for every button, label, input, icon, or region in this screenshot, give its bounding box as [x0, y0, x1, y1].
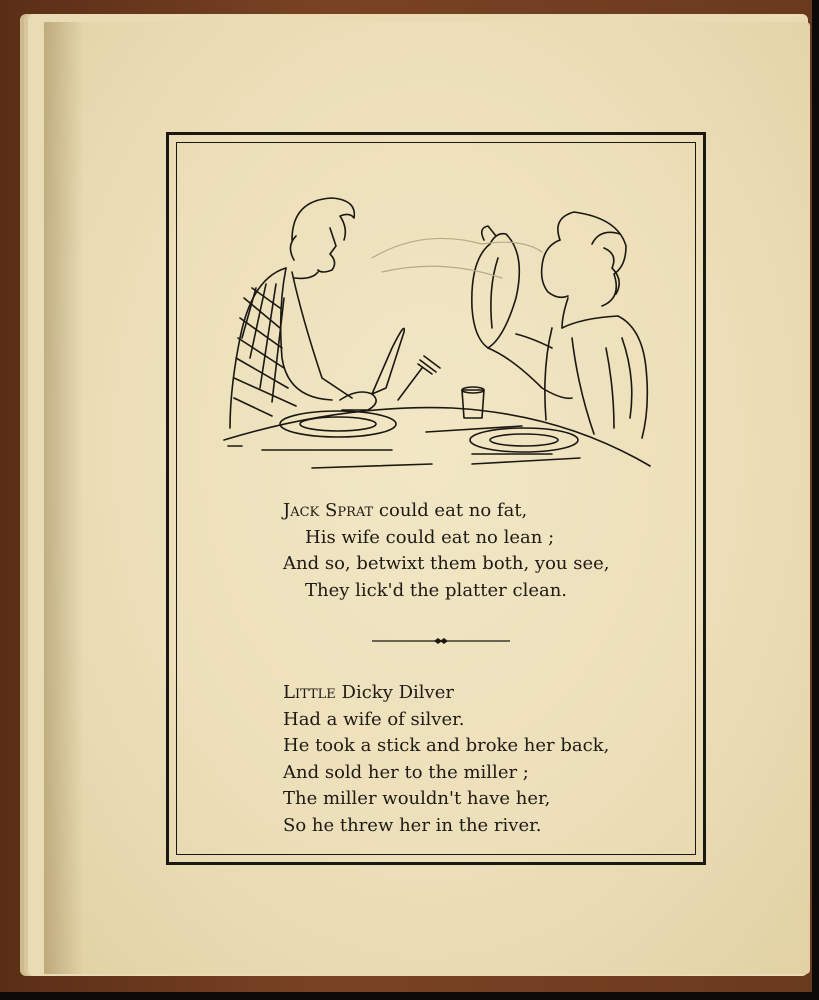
verse-line — [283, 498, 610, 525]
plate-right-drawing — [426, 426, 580, 464]
jack-sprat-illustration — [222, 188, 654, 478]
gutter-shadow — [44, 22, 84, 974]
verse-line: His wife could eat no lean ; — [305, 526, 555, 548]
verse-line: And so, betwixt them both, you see, — [283, 553, 610, 574]
verse-line: Had a wife of silver. — [283, 708, 465, 730]
verse-line: They lick'd the platter clean. — [305, 579, 568, 601]
man-figure-drawing — [230, 198, 440, 428]
verse-line: He took a stick and broke her back, — [283, 735, 610, 756]
verse-first-line-rest: Dicky Dilver — [335, 682, 454, 703]
verse-line: So he threw her in the river. — [283, 814, 542, 836]
glass-drawing — [462, 387, 484, 418]
verse-first-word: Little — [283, 682, 336, 703]
woman-figure-drawing — [472, 212, 648, 438]
verse-first-word: Jack Sprat — [283, 500, 374, 521]
verse-first-line-rest: could eat no fat, — [373, 500, 528, 521]
verse-line — [283, 680, 609, 707]
verse-line: And sold her to the miller ; — [283, 761, 529, 783]
background-scene-drawing — [372, 238, 542, 278]
verse-dicky-dilver — [283, 680, 609, 839]
verse-jack-sprat — [283, 498, 610, 604]
verse-line: The miller wouldn't have her, — [283, 788, 551, 809]
section-divider — [372, 635, 510, 647]
